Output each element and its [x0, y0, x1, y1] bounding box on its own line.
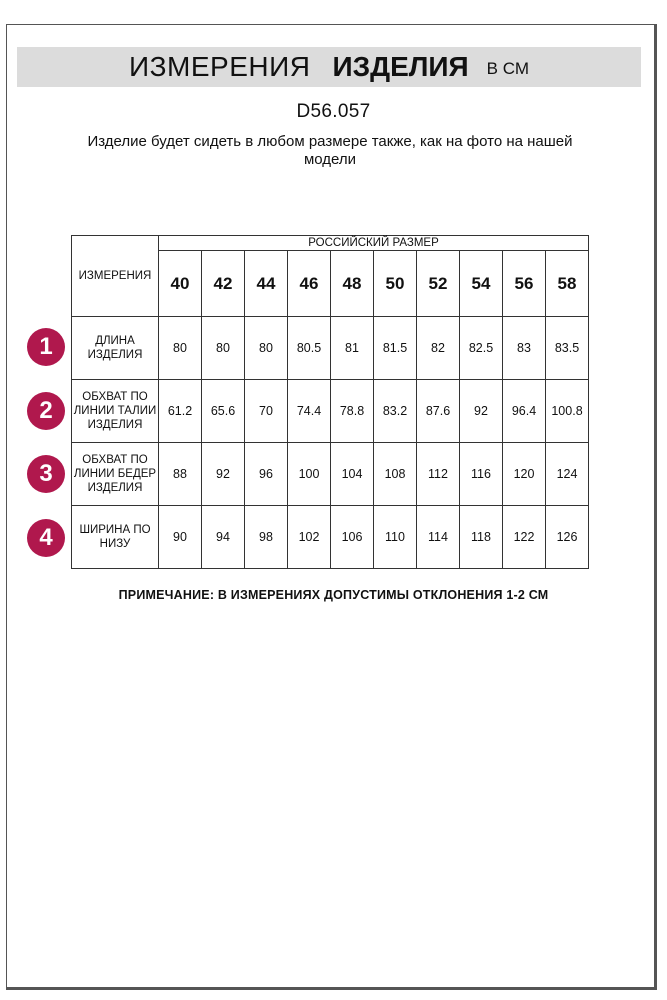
table-cell: 118	[460, 506, 503, 569]
table-cell: 88	[159, 443, 202, 506]
table-cell: 116	[460, 443, 503, 506]
size-header: 58	[546, 251, 589, 317]
table-cell: 78.8	[331, 380, 374, 443]
title-banner	[17, 47, 641, 87]
corner-label: ИЗМЕРЕНИЯ	[72, 236, 159, 317]
table-cell: 74.4	[288, 380, 331, 443]
row-label: ДЛИНА ИЗДЕЛИЯ	[72, 317, 159, 380]
table-cell: 70	[245, 380, 288, 443]
table-row	[72, 317, 589, 380]
table-row	[72, 443, 589, 506]
table-cell: 83	[503, 317, 546, 380]
table-cell: 114	[417, 506, 460, 569]
table-cell: 81	[331, 317, 374, 380]
table-cell: 82	[417, 317, 460, 380]
table-cell: 96.4	[503, 380, 546, 443]
tolerance-note: ПРИМЕЧАНИЕ: В ИЗМЕРЕНИЯХ ДОПУСТИМЫ ОТКЛОНЕНИЯ 1-2 СМ	[118, 588, 549, 602]
table-cell: 94	[202, 506, 245, 569]
table-cell: 126	[546, 506, 589, 569]
marker-badge-4: 4	[27, 519, 65, 557]
table-cell: 92	[460, 380, 503, 443]
size-header: 40	[159, 251, 202, 317]
table-cell: 80	[159, 317, 202, 380]
table-row	[72, 506, 589, 569]
table-cell: 65.6	[202, 380, 245, 443]
marker-badge-3: 3	[27, 455, 65, 493]
size-group-label: РОССИЙСКИЙ РАЗМЕР	[159, 236, 589, 251]
size-header: 46	[288, 251, 331, 317]
size-header: 42	[202, 251, 245, 317]
table-cell: 87.6	[417, 380, 460, 443]
marker-badge-1: 1	[27, 328, 65, 366]
table-cell: 80.5	[288, 317, 331, 380]
size-header: 54	[460, 251, 503, 317]
row-label: ОБХВАТ ПО ЛИНИИ БЕДЕР ИЗДЕЛИЯ	[72, 443, 159, 506]
table-cell: 120	[503, 443, 546, 506]
marker-badge-2: 2	[27, 392, 65, 430]
size-header: 56	[503, 251, 546, 317]
table-cell: 112	[417, 443, 460, 506]
size-header: 48	[331, 251, 374, 317]
table-cell: 110	[374, 506, 417, 569]
table-cell: 81.5	[374, 317, 417, 380]
table-cell: 124	[546, 443, 589, 506]
table-cell: 122	[503, 506, 546, 569]
article-code: D56.057	[296, 101, 371, 122]
table-cell: 80	[202, 317, 245, 380]
table-row	[72, 380, 589, 443]
table-cell: 83.2	[374, 380, 417, 443]
table-cell: 104	[331, 443, 374, 506]
fit-description: Изделие будет сидеть в любом размере также, как на фото на нашей модели	[87, 133, 573, 168]
table-cell: 61.2	[159, 380, 202, 443]
size-table	[71, 235, 589, 569]
size-header: 52	[417, 251, 460, 317]
table-cell: 102	[288, 506, 331, 569]
table-cell: 82.5	[460, 317, 503, 380]
table-cell: 96	[245, 443, 288, 506]
title-part-product: ИЗДЕЛИЯ	[332, 51, 469, 82]
title-part-measurements: ИЗМЕРЕНИЯ	[129, 51, 311, 82]
size-header: 50	[374, 251, 417, 317]
table-cell: 83.5	[546, 317, 589, 380]
table-cell: 98	[245, 506, 288, 569]
table-cell: 100	[288, 443, 331, 506]
table-cell: 92	[202, 443, 245, 506]
title-unit: В СМ	[486, 59, 529, 78]
table-cell: 108	[374, 443, 417, 506]
table-cell: 80	[245, 317, 288, 380]
row-label: ОБХВАТ ПО ЛИНИИ ТАЛИИ ИЗДЕЛИЯ	[72, 380, 159, 443]
size-header: 44	[245, 251, 288, 317]
table-cell: 90	[159, 506, 202, 569]
table-cell: 100.8	[546, 380, 589, 443]
table-cell: 106	[331, 506, 374, 569]
row-label: ШИРИНА ПО НИЗУ	[72, 506, 159, 569]
